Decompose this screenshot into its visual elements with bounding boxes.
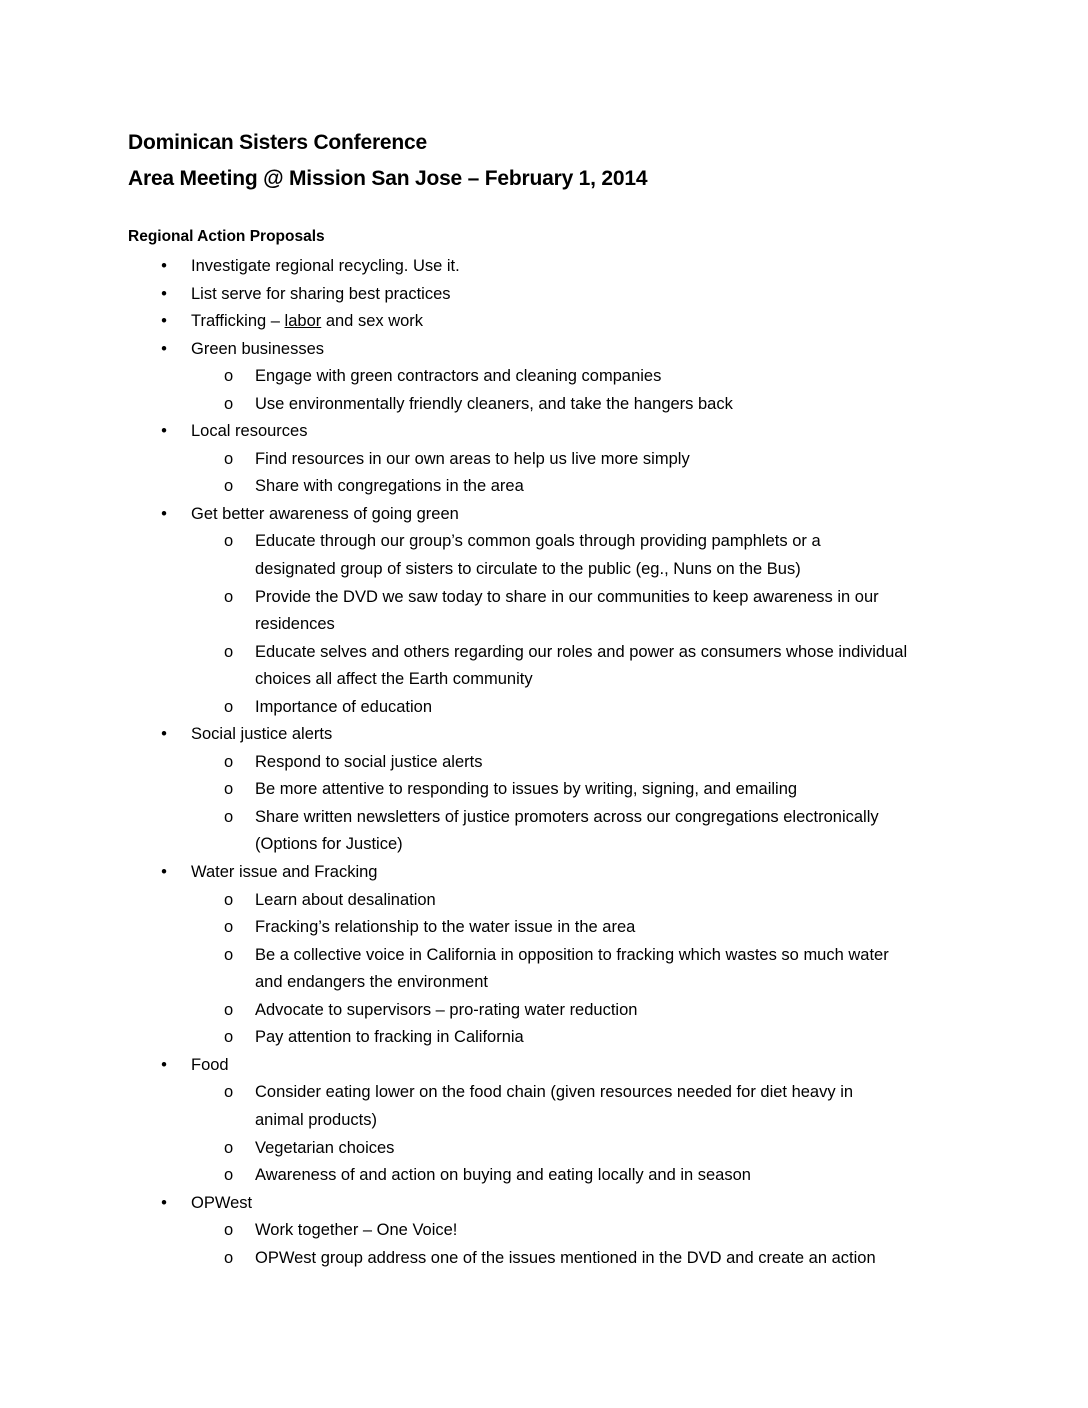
- list-item-text: [191, 308, 423, 336]
- sub-item-text: Consider eating lower on the food chain (given resources needed for diet heavy in: [255, 1083, 854, 1102]
- sub-bullet-marker: o: [224, 367, 234, 386]
- sub-item-line: [0, 363, 1088, 391]
- list-item-line: [0, 253, 1088, 281]
- sub-item-text: Work together – One Voice!: [255, 1221, 458, 1240]
- sub-list-item: [0, 473, 1088, 501]
- sub-bullet-marker: o: [224, 918, 234, 937]
- sub-list: [0, 749, 1088, 859]
- sub-list-item: [0, 749, 1088, 777]
- list-item-text: OPWest: [191, 1193, 253, 1212]
- list-item-text: Green businesses: [191, 339, 324, 358]
- sub-item-text: Engage with green contractors and cleaning companies: [255, 367, 662, 386]
- sub-item-text: Use environmentally friendly cleaners, and take the hangers back: [255, 394, 733, 413]
- list-item-text-part: Trafficking –: [191, 312, 285, 331]
- sub-item-text: Advocate to supervisors – pro-rating water reduction: [255, 1000, 638, 1019]
- list-item: [0, 859, 1088, 1052]
- list-item-text: Social justice alerts: [191, 725, 333, 744]
- sub-bullet-marker: o: [224, 642, 234, 661]
- list-item-line: [0, 308, 1088, 336]
- sub-item-line: [0, 1245, 1088, 1273]
- sub-item-text: Importance of education: [255, 697, 433, 716]
- sub-bullet-marker: o: [224, 697, 234, 716]
- sub-bullet-marker: o: [224, 1000, 234, 1019]
- sub-item-text: Share with congregations in the area: [255, 477, 524, 496]
- sub-item-text: Awareness of and action on buying and eating locally and in season: [255, 1166, 751, 1185]
- sub-item-line: [0, 639, 1088, 667]
- list-item: [0, 1052, 1088, 1190]
- sub-list-item: [0, 914, 1088, 942]
- sub-item-line: [0, 473, 1088, 501]
- sub-bullet-marker: o: [224, 477, 234, 496]
- sub-item-line: [0, 1107, 1088, 1135]
- bullet-marker: •: [161, 257, 167, 275]
- sub-item-line: [0, 914, 1088, 942]
- sub-item-text: OPWest group address one of the issues mentioned in the DVD and create an action: [255, 1248, 876, 1267]
- sub-bullet-marker: o: [224, 890, 234, 909]
- sub-item-line: [0, 997, 1088, 1025]
- list-item-text: List serve for sharing best practices: [191, 284, 451, 303]
- sub-item-line: [0, 749, 1088, 777]
- sub-bullet-marker: o: [224, 1083, 234, 1102]
- sub-item-line: [0, 804, 1088, 832]
- sub-list-item: [0, 1245, 1088, 1273]
- list-item-line: [0, 501, 1088, 529]
- list-item: [0, 418, 1088, 501]
- list-item-text: Local resources: [191, 422, 308, 441]
- sub-list-item: [0, 942, 1088, 997]
- sub-item-text: designated group of sisters to circulate to the public (eg., Nuns on the Bus): [255, 560, 801, 579]
- list-item: [0, 308, 1088, 336]
- sub-item-text: residences: [255, 615, 335, 634]
- bullet-marker: •: [161, 339, 167, 358]
- sub-bullet-marker: o: [224, 752, 234, 771]
- sub-item-text: (Options for Justice): [255, 835, 403, 854]
- sub-list: [0, 1079, 1088, 1189]
- sub-list: [0, 446, 1088, 501]
- sub-list-item: [0, 1024, 1088, 1052]
- sub-list-item: [0, 528, 1088, 583]
- bullet-marker: •: [161, 1055, 167, 1074]
- sub-list-item: [0, 887, 1088, 915]
- sub-item-line: [0, 556, 1088, 584]
- sub-bullet-marker: o: [224, 1138, 234, 1157]
- sub-bullet-marker: o: [224, 780, 234, 799]
- bullet-marker: •: [161, 725, 167, 744]
- sub-item-text: Pay attention to fracking in California: [255, 1028, 524, 1047]
- sub-item-text: Educate selves and others regarding our roles and power as consumers whose individual: [255, 642, 908, 661]
- sub-list-item: [0, 997, 1088, 1025]
- proposal-list: [0, 253, 1088, 1272]
- sub-item-text: animal products): [255, 1110, 377, 1129]
- sub-list-item: [0, 1135, 1088, 1163]
- list-item: [0, 336, 1088, 419]
- sub-list-item: [0, 639, 1088, 694]
- list-item-line: [0, 721, 1088, 749]
- sub-item-line: [0, 1024, 1088, 1052]
- list-item-line: [0, 859, 1088, 887]
- sub-item-line: [0, 942, 1088, 970]
- section-heading: Regional Action Proposals: [128, 228, 325, 245]
- list-item: [0, 253, 1088, 281]
- sub-list: [0, 528, 1088, 721]
- sub-item-line: [0, 391, 1088, 419]
- sub-list: [0, 363, 1088, 418]
- sub-bullet-marker: o: [224, 945, 234, 964]
- list-item: [0, 501, 1088, 721]
- sub-bullet-marker: o: [224, 807, 234, 826]
- list-item-text: Water issue and Fracking: [191, 863, 378, 882]
- sub-bullet-marker: o: [224, 532, 234, 551]
- sub-bullet-marker: o: [224, 394, 234, 413]
- sub-list-item: [0, 1162, 1088, 1190]
- bullet-marker: •: [161, 422, 167, 441]
- sub-item-line: [0, 776, 1088, 804]
- sub-item-text: Vegetarian choices: [255, 1138, 395, 1157]
- bullet-marker: •: [161, 312, 167, 331]
- sub-item-line: [0, 694, 1088, 722]
- list-item-text: Food: [191, 1055, 229, 1074]
- list-item-line: [0, 336, 1088, 364]
- sub-list-item: [0, 446, 1088, 474]
- sub-list: [0, 1217, 1088, 1272]
- sub-item-text: Respond to social justice alerts: [255, 752, 483, 771]
- sub-item-line: [0, 1162, 1088, 1190]
- bullet-marker: •: [161, 1193, 167, 1212]
- underlined-word: labor: [284, 312, 322, 331]
- sub-item-text: Educate through our group’s common goals through providing pamphlets or a: [255, 532, 821, 551]
- sub-list: [0, 887, 1088, 1052]
- list-item-line: [0, 281, 1088, 309]
- document-title: Dominican Sisters Conference: [128, 131, 427, 154]
- sub-item-line: [0, 1079, 1088, 1107]
- sub-item-line: [0, 446, 1088, 474]
- sub-item-text: Find resources in our own areas to help us live more simply: [255, 449, 690, 468]
- sub-bullet-marker: o: [224, 1166, 234, 1185]
- list-item-line: [0, 418, 1088, 446]
- list-item: [0, 281, 1088, 309]
- sub-bullet-marker: o: [224, 1248, 234, 1267]
- sub-item-text: Learn about desalination: [255, 890, 436, 909]
- sub-item-line: [0, 887, 1088, 915]
- bullet-marker: •: [161, 504, 167, 523]
- sub-list-item: [0, 584, 1088, 639]
- sub-item-text: Share written newsletters of justice promoters across our congregations electronically: [255, 807, 879, 826]
- list-item-line: [0, 1190, 1088, 1218]
- list-item-text: Investigate regional recycling. Use it.: [191, 257, 460, 275]
- sub-list-item: [0, 1217, 1088, 1245]
- list-item: [0, 721, 1088, 859]
- list-item: [0, 1190, 1088, 1273]
- sub-list-item: [0, 391, 1088, 419]
- sub-item-text: Fracking’s relationship to the water issue in the area: [255, 918, 636, 937]
- sub-item-line: [0, 969, 1088, 997]
- list-item-line: [0, 1052, 1088, 1080]
- sub-list-item: [0, 363, 1088, 391]
- sub-item-line: [0, 666, 1088, 694]
- sub-item-line: [0, 584, 1088, 612]
- sub-item-line: [0, 611, 1088, 639]
- sub-item-text: Provide the DVD we saw today to share in our communities to keep awareness in our: [255, 587, 879, 606]
- sub-item-text: Be more attentive to responding to issues by writing, signing, and emailing: [255, 780, 798, 799]
- sub-list-item: [0, 1079, 1088, 1134]
- bullet-marker: •: [161, 863, 167, 882]
- sub-item-line: [0, 1217, 1088, 1245]
- sub-item-text: and endangers the environment: [255, 973, 488, 992]
- sub-bullet-marker: o: [224, 1028, 234, 1047]
- list-item-text: Get better awareness of going green: [191, 504, 459, 523]
- sub-item-text: choices all affect the Earth community: [255, 670, 533, 689]
- sub-list-item: [0, 804, 1088, 859]
- list-item-text-part: and sex work: [321, 312, 424, 331]
- sub-item-line: [0, 1135, 1088, 1163]
- bullet-marker: •: [161, 284, 167, 303]
- sub-bullet-marker: o: [224, 449, 234, 468]
- sub-bullet-marker: o: [224, 587, 234, 606]
- sub-bullet-marker: o: [224, 1221, 234, 1240]
- sub-list-item: [0, 694, 1088, 722]
- sub-item-line: [0, 831, 1088, 859]
- meeting-title: Area Meeting @ Mission San Jose – February 1, 2014: [128, 167, 648, 190]
- sub-list-item: [0, 776, 1088, 804]
- sub-item-text: Be a collective voice in California in opposition to fracking which wastes so much water: [255, 945, 889, 964]
- sub-item-line: [0, 528, 1088, 556]
